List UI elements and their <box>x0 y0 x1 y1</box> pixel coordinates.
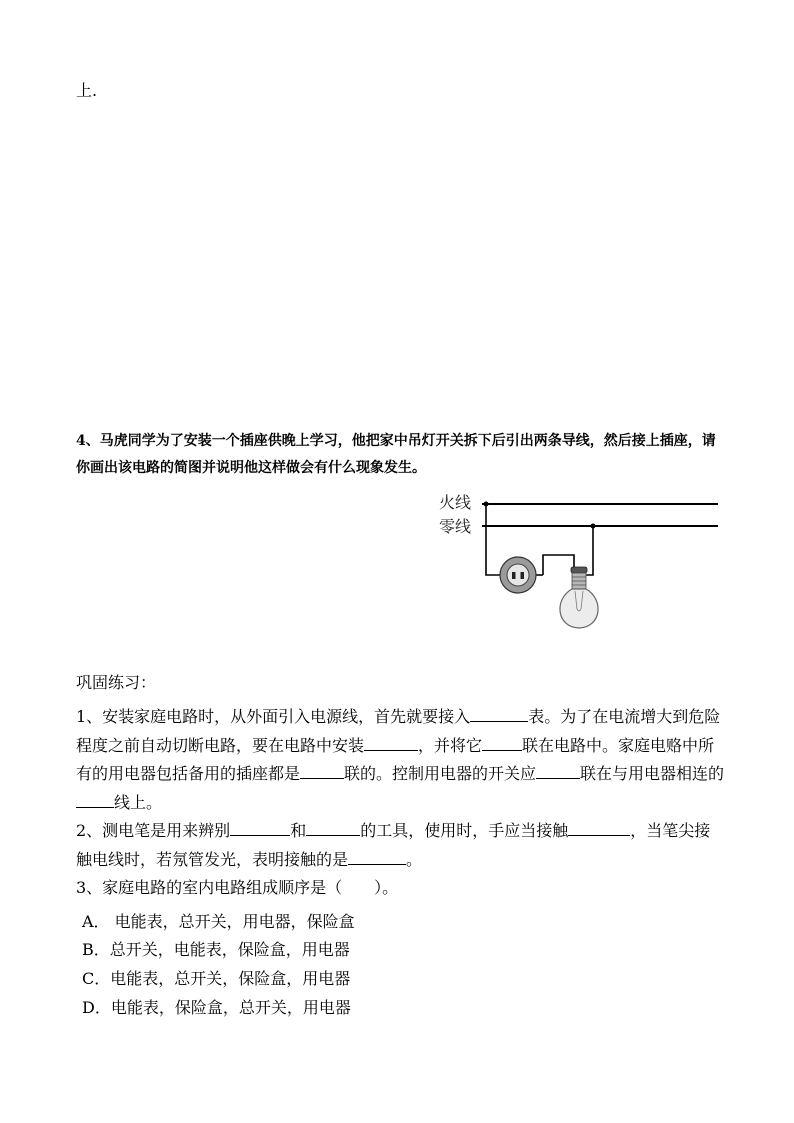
q2-text-e: 。 <box>406 849 423 869</box>
q2-blank-2 <box>306 818 360 836</box>
circuit-diagram <box>434 487 724 632</box>
q1-text-e: 联的。控制用电器的开关应 <box>344 764 537 783</box>
socket-icon <box>500 557 536 593</box>
option-a: A． 电能表，总开关，用电器，保险盒 <box>82 912 355 931</box>
q1-text-d: 联在电路中。家庭电赂中所有的用电器包括备用的插座都是 <box>76 735 715 783</box>
q1-blank-1 <box>470 704 528 722</box>
live-wire-label: 火线 <box>439 493 472 512</box>
q2-text-c: 的工具，使用时，手应当接触 <box>360 821 569 840</box>
q2-text-d: ，当笔尖接触电线时，若氖管发光，表明接触的是 <box>76 821 711 869</box>
q1-text-c: ，并将它 <box>418 735 483 755</box>
fragment-text: 上. <box>76 81 98 100</box>
q1-text-g: 线上。 <box>114 792 163 812</box>
q2-blank-1 <box>230 818 290 836</box>
option-c: C．电能表，总开关，保险盒，用电器 <box>82 969 351 988</box>
q1-blank-3 <box>482 733 522 751</box>
neutral-wire-label: 零线 <box>439 517 472 536</box>
question-4: 4、马虎同学为了安装一个插座供晚上学习，他把家中吊灯开关拆下后引出两条导线，然后接上插座，请你画出该电路的简图并说明他这样做会有什么现象发生。 <box>76 433 716 476</box>
option-b: B．总开关，电能表，保险盒，用电器 <box>82 940 350 959</box>
q2-blank-3 <box>568 818 630 836</box>
wire-live-to-socket <box>486 504 500 575</box>
light-bulb-icon <box>560 567 598 628</box>
q2-text-a: 2、测电笔是用来辨别 <box>76 821 231 840</box>
q1-blank-6 <box>76 790 114 808</box>
q1-blank-4 <box>300 761 344 779</box>
practice-heading: 巩固练习： <box>76 673 157 692</box>
option-d: D．电能表，保险盒，总开关，用电器 <box>82 998 351 1017</box>
q1-text-b: 表。为了在电流增大到危险程度之前自动切断电路，要在电路中安装 <box>76 707 721 755</box>
practice-question-3-stem: 3、家庭电路的室内电路组成顺序是（ ）。 <box>76 878 399 897</box>
q1-blank-5 <box>536 761 580 779</box>
wire-socket-bridge <box>543 555 574 575</box>
q2-text-b: 和 <box>290 821 307 840</box>
q1-text-a: 1、安装家庭电路时，从外面引入电源线，首先就要接入 <box>76 707 471 726</box>
q1-blank-2 <box>364 733 418 751</box>
q2-blank-4 <box>348 847 406 865</box>
q1-text-f: 联在与用电器相连的 <box>580 764 725 783</box>
practice-question-1 <box>76 703 726 817</box>
practice-question-2 <box>76 817 726 874</box>
